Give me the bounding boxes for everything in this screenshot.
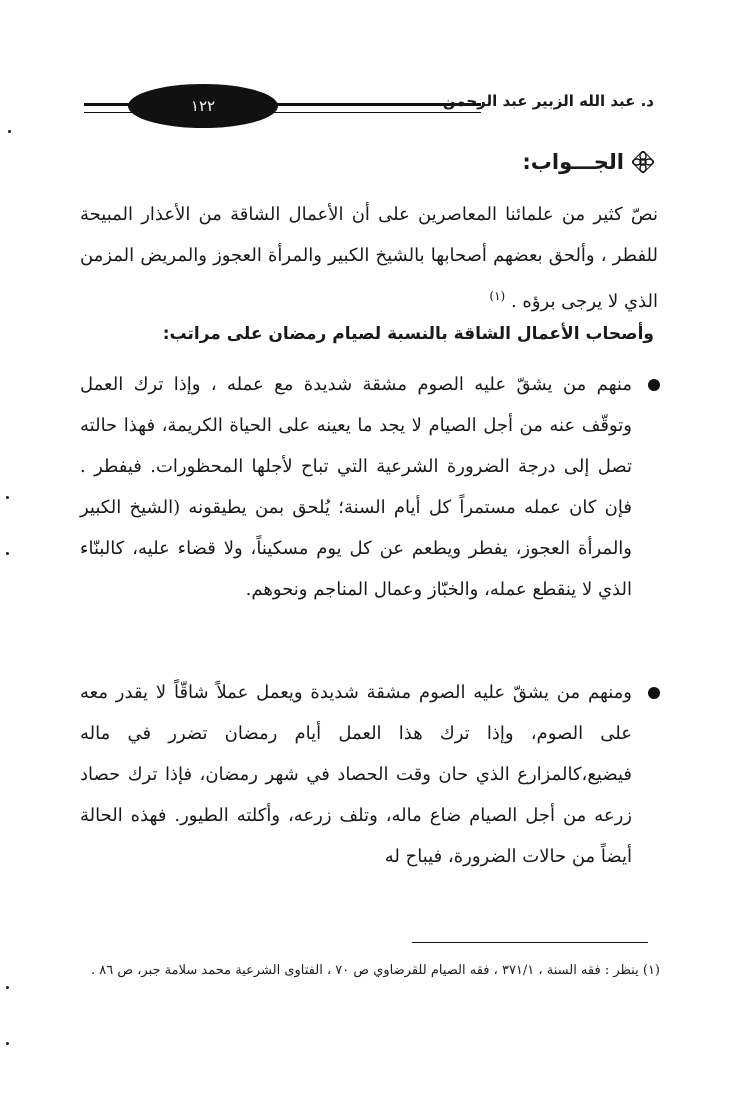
bullet-text: منهم من يشقّ عليه الصوم مشقة شديدة مع عمله ، وإذا ترك العمل وتوقّف عنه من أجل الصيام لا يجد ما يعينه على الحياة الكريمة، فهذا حالته تصل إلى درجة الضرورة الشرعية التي تباح لأجلها المحظورات. فيفطر . فإن كان عمله مستمراً كل أيام السنة؛ يُلحق بمن يطيقونه (الشيخ الكبير والمرأة العجوز، يفطر ويطعم عن كل يوم مسكيناً، ولا قضاء عليه، كالبنّاء الذي لا ينقطع عمله، والخبّاز وعمال المناجم ونحوهم. (80, 374, 632, 600)
subheading: وأصحاب الأعمال الشاقة بالنسبة لصيام رمضان على مراتب: (162, 324, 654, 344)
page-header (84, 84, 654, 128)
intro-text: نصّ كثير من علمائنا المعاصرين على أن الأعمال الشاقة من الأعذار المبيحة للفطر ، وألحق بعضهم أصحابها بالشيخ الكبير والمرأة العجوز والمريض المزمن الذي لا يرجى برؤه . (80, 204, 658, 312)
margin-mark (8, 130, 11, 133)
bullet-item-2 (80, 672, 658, 877)
page-number-badge (128, 84, 278, 128)
page-number: ١٢٢ (190, 97, 216, 115)
footnote: (١) ينظر : فقه السنة ، ٣٧١/١ ، فقه الصيام للقرضاوي ص ٧٠ ، الفتاوى الشرعية محمد سلامة جبر، ص ٨٦ . (90, 963, 660, 978)
margin-mark (6, 986, 9, 989)
section-heading-text: الجـــواب: (522, 150, 624, 174)
footnote-reference: (١) (489, 289, 506, 303)
intro-paragraph (80, 194, 658, 322)
margin-mark (6, 1042, 9, 1045)
section-heading (522, 150, 654, 174)
bullet-dot (648, 687, 660, 699)
margin-mark (6, 496, 9, 499)
author-name: د. عبد الله الزبير عبد الرحمن (442, 92, 654, 110)
bullet-dot (648, 379, 660, 391)
margin-mark (6, 552, 9, 555)
bullet-text: ومنهم من يشقّ عليه الصوم مشقة شديدة ويعمل عملاً شاقّاً لا يقدر معه على الصوم، وإذا ترك هذا العمل أيام رمضان تضرر في ماله فيضيع،كالمزارع الذي حان وقت الحصاد في شهر رمضان، فإذا ترك حصاد زرعه من أجل الصيام ضاع ماله، وتلف زرعه، وأكلته الطيور. فهذه الحالة أيضاً من حالات الضرورة، فيباح له (80, 682, 632, 867)
footnote-divider (412, 942, 648, 943)
flower-ornament-icon (632, 151, 654, 173)
bullet-item-1 (80, 364, 658, 610)
